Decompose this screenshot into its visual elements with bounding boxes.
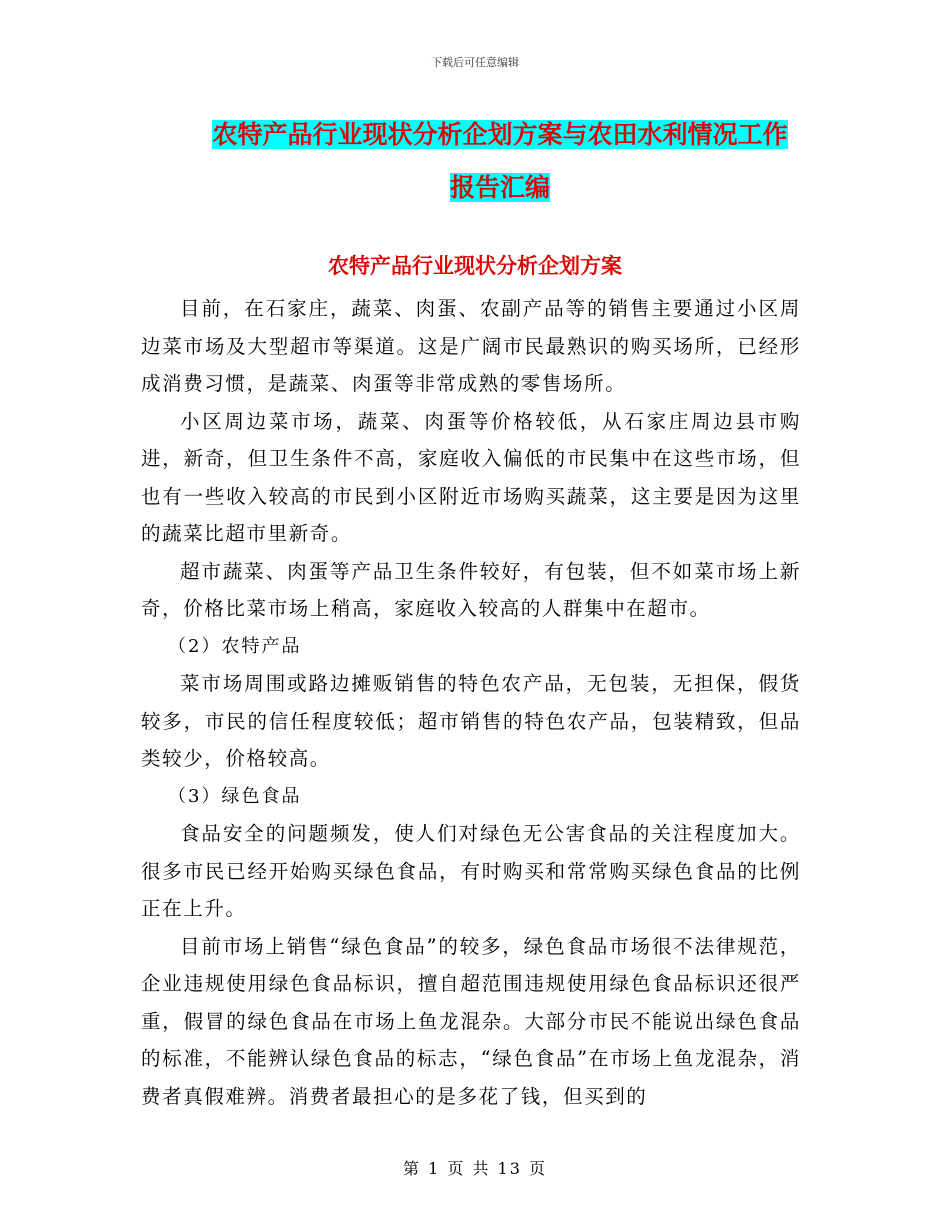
paragraph: 菜市场周围或路边摊贩销售的特色农产品，无包装，无担保，假货较多，市民的信任程度较低；超市销售的特色农产品，包装精致，但品类较少，价格较高。	[141, 672, 801, 770]
section-title: 农特产品行业现状分析企划方案	[328, 254, 622, 278]
paragraph: 食品安全的问题频发，使人们对绿色无公害食品的关注程度加大。很多市民已经开始购买绿色食品，有时购买和常常购买绿色食品的比例正在上升。	[141, 822, 801, 920]
paragraph: 目前，在石家庄，蔬菜、肉蛋、农副产品等的销售主要通过小区周边菜市场及大型超市等渠道。这是广阔市民最熟识的购买场所，已经形成消费习惯，是蔬菜、肉蛋等非常成熟的零售场所。	[141, 297, 801, 395]
subheading: （2）农特产品	[168, 635, 302, 657]
subheading: （3）绿色食品	[168, 785, 302, 807]
paragraph: 小区周边菜市场，蔬菜、肉蛋等价格较低，从石家庄周边县市购进，新奇，但卫生条件不高，家庭收入偏低的市民集中在这些市场，但也有一些收入较高的市民到小区附近市场购买蔬菜，这主要是因为这里的蔬菜比超市里新奇。	[141, 409, 801, 545]
paragraph: 超市蔬菜、肉蛋等产品卫生条件较好，有包装，但不如菜市场上新奇，价格比菜市场上稍高，家庭收入较高的人群集中在超市。	[141, 559, 801, 620]
document-title	[190, 108, 810, 214]
page-number-footer: 第 1 页 共 13 页	[403, 1159, 547, 1178]
document-title-line1: 农特产品行业现状分析企划方案与农田水利情况工作	[212, 120, 788, 149]
paragraph: 目前市场上销售“绿色食品”的较多，绿色食品市场很不法律规范，企业违规使用绿色食品标识，擅自超范围违规使用绿色食品标识还很严重，假冒的绿色食品在市场上鱼龙混杂。大部分市民不能说出绿色食品的标准，不能辨认绿色食品的标志，“绿色食品”在市场上鱼龙混杂，消费者真假难辨。消费者最担心的是多花了钱，但买到的	[141, 934, 801, 1108]
document-title-line2: 报告汇编	[449, 173, 550, 202]
document-body	[141, 290, 801, 1115]
header-note: 下载后可任意编辑	[431, 56, 519, 69]
